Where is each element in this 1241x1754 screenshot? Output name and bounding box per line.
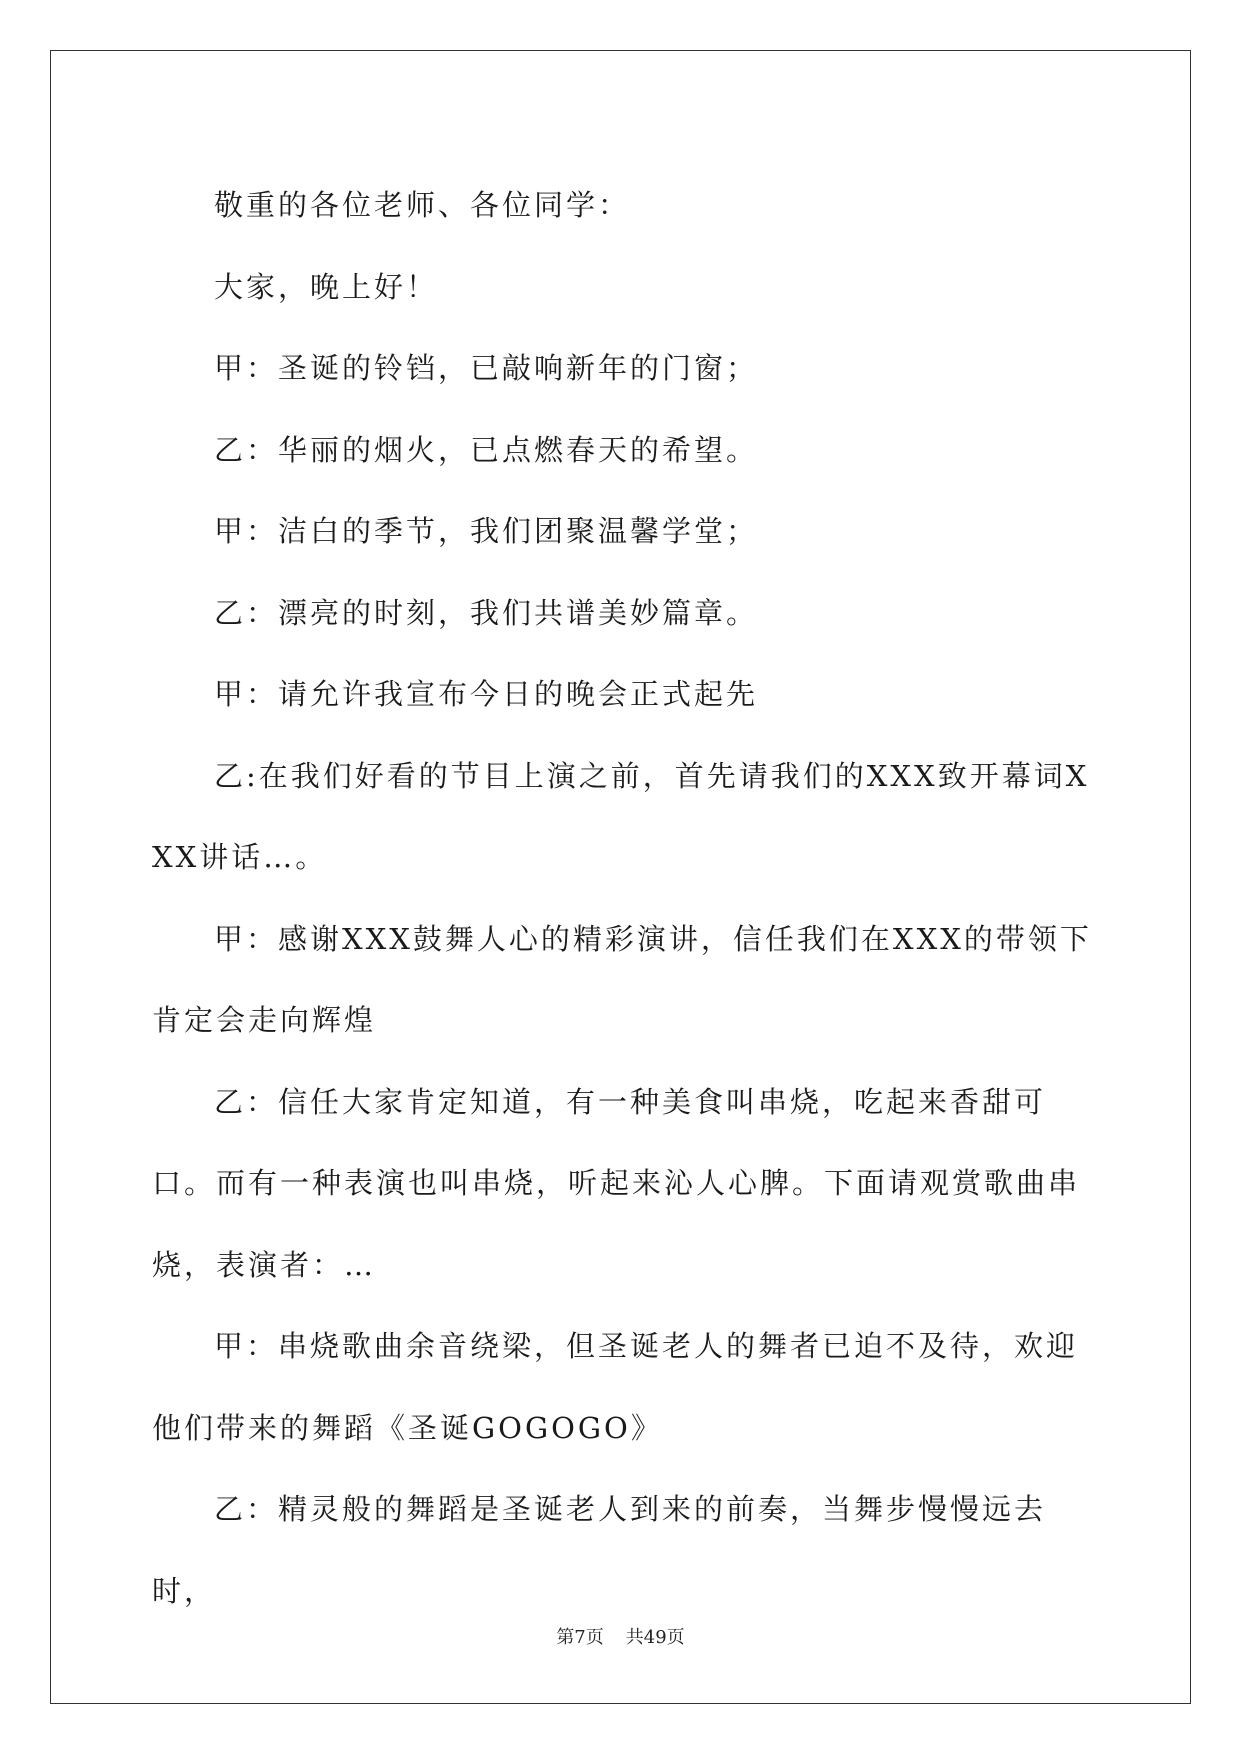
- page-number: 第7页: [556, 1627, 604, 1648]
- paragraph-line-6: 乙:在我们好看的节目上演之前，首先请我们的XXX致开幕词XXX讲话…。: [152, 758, 1090, 874]
- page-footer: [0, 1626, 1241, 1650]
- paragraph-line-1: 甲：圣诞的铃铛，已敲响新年的门窗；: [214, 351, 759, 385]
- paragraph-line-9: 甲：串烧歌曲余音绕梁，但圣诞老人的舞者已迫不及待，欢迎他们带来的舞蹈《圣诞GOGOGO》: [152, 1329, 1079, 1445]
- paragraph-hello: 大家，晚上好！: [214, 269, 439, 304]
- paragraph-line-8: 乙：信任大家肯定知道，有一种美食叫串烧，吃起来香甜可口。而有一种表演也叫串烧，听起来沁人心脾。下面请观赏歌曲串烧，表演者：…: [152, 1084, 1081, 1282]
- document-body: [152, 165, 1094, 1632]
- paragraph-line-3: 甲：洁白的季节，我们团聚温馨学堂；: [214, 514, 759, 548]
- paragraph-line-5: 甲：请允许我宣布今日的晚会正式起先: [214, 677, 759, 711]
- paragraph-line-4: 乙：漂亮的时刻，我们共谱美妙篇章。: [214, 595, 759, 630]
- paragraph-line-10: 乙：精灵般的舞蹈是圣诞老人到来的前奏，当舞步慢慢远去时，: [152, 1492, 1047, 1608]
- paragraph-line-2: 乙：华丽的烟火，已点燃春天的希望。: [214, 432, 759, 467]
- paragraph-line-7: 甲：感谢XXX鼓舞人心的精彩演讲，信任我们在XXX的带领下肯定会走向辉煌: [152, 921, 1092, 1037]
- page-total: 共49页: [625, 1627, 685, 1648]
- paragraph-greeting: 敬重的各位老师、各位同学：: [214, 188, 631, 222]
